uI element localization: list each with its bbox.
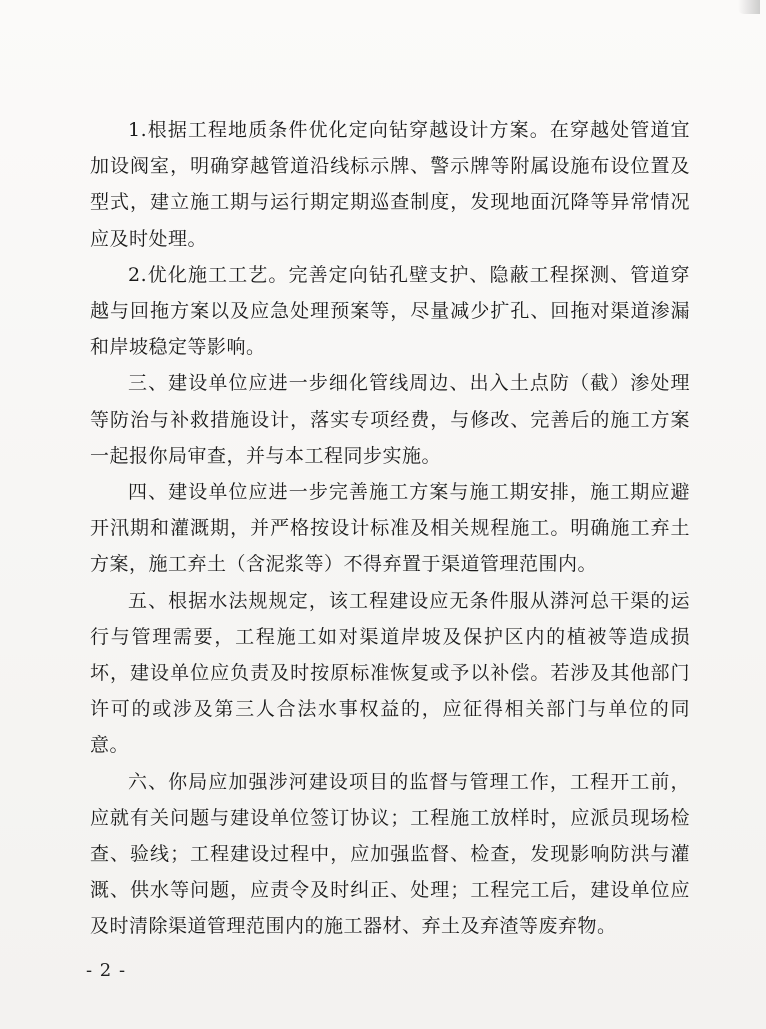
paragraph-6: 六、你局应加强涉河建设项目的监督与管理工作，工程开工前，应就有关问题与建设单位签订协议；工程施工放样时，应派员现场检查、验线；工程建设过程中，应加强监督、检查，发现影响防洪与灌溉、供水等问题，应责令及时纠正、处理；工程完工后，建设单位应及时清除渠道管理范围内的施工器材、弃土及弃渣等废弃物。 xyxy=(90,770,690,938)
paragraph-4: 四、建设单位应进一步完善施工方案与施工期安排，施工期应避开汛期和灌溉期，并严格按设计标准及相关规程施工。明确施工弃土方案，施工弃土（含泥浆等）不得弃置于渠道管理范围内。 xyxy=(90,481,690,576)
paragraph-5: 五、根据水法规规定，该工程建设应无条件服从漭河总干渠的运行与管理需要，工程施工如对渠道岸坡及保护区内的植被等造成损坏，建设单位应负责及时按原标准恢复或予以补偿。若涉及其他部门许可的或涉及第三人合法水事权益的，应征得相关部门与单位的同意。 xyxy=(90,589,690,757)
paragraph-2: 2.优化施工工艺。完善定向钻孔壁支护、隐蔽工程探测、管道穿越与回拖方案以及应急处理预案等，尽量减少扩孔、回拖对渠道渗漏和岸坡稳定等影响。 xyxy=(90,263,690,359)
scan-corner-mark xyxy=(738,0,760,14)
page-number: - 2 - xyxy=(86,960,127,981)
paragraph-3: 三、建设单位应进一步细化管线周边、出入土点防（截）渗处理等防治与补救措施设计，落实专项经费，与修改、完善后的施工方案一起报你局审查，并与本工程同步实施。 xyxy=(90,372,690,467)
paragraph-1: 1.根据工程地质条件优化定向钻穿越设计方案。在穿越处管道宜加设阀室，明确穿越管道沿线标示牌、警示牌等附属设施布设位置及型式，建立施工期与运行期定期巡查制度，发现地面沉降等异常情况应及时处理。 xyxy=(90,119,690,250)
document-body xyxy=(90,112,690,945)
